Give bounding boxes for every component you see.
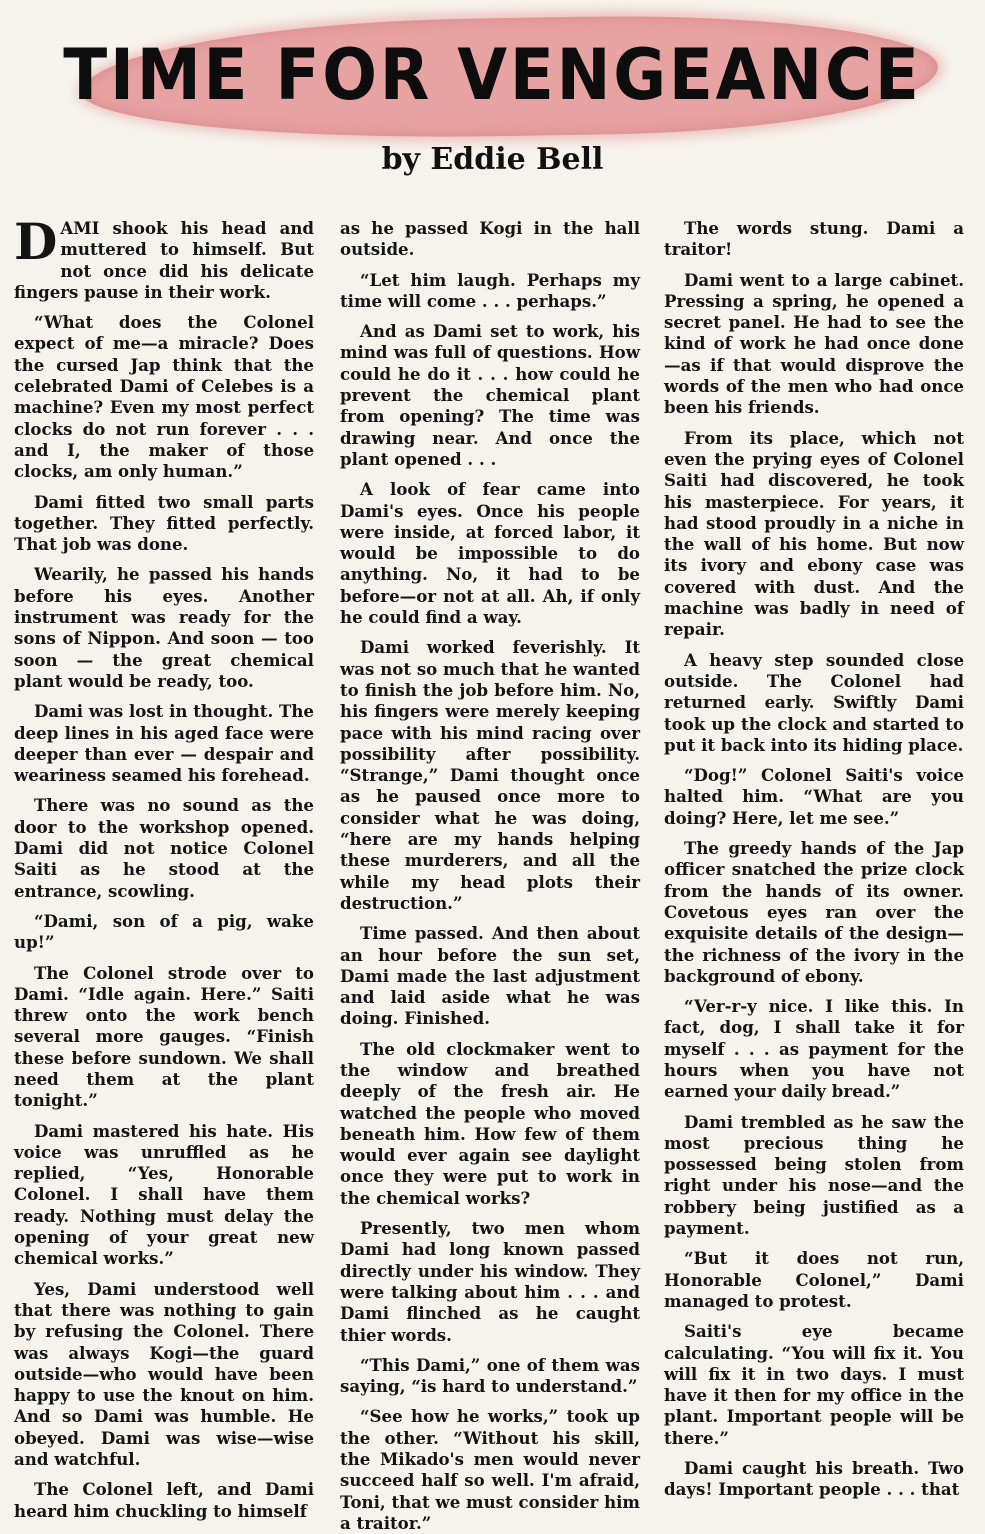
- paragraph: “But it does not run, Honorable Colonel,” Dami managed to protest.: [664, 1248, 964, 1311]
- paragraph: Dami went to a large cabinet. Pressing a spring, he opened a secret panel. He had to see the kind of work he had once done—as if that would disprove the words of the men who had once been his friends.: [664, 269, 964, 418]
- paragraph: The greedy hands of the Jap officer snatched the prize clock from the hands of its owner. Covetous eyes ran over the exquisite details of the design—the richness of the ivory in the background of ebony.: [664, 838, 964, 986]
- paragraph: The Colonel strode over to Dami. “Idle again. Here.” Saiti threw onto the work bench several more gauges. “Finish these before sundown. We shall need them at the plant tonight.”: [14, 962, 314, 1111]
- paragraph: “Dog!” Colonel Saiti's voice halted him. “What are you doing? Here, let me see.”: [664, 765, 964, 828]
- paragraph: Presently, two men whom Dami had long known passed directly under his window. They were talking about him . . . and Dami flinched as he caught thier words.: [340, 1218, 640, 1345]
- paragraph: Saiti's eye became calculating. “You will fix it. You will fix it in two days. I must have it then for my office in the plant. Important people will be there.”: [664, 1321, 964, 1448]
- article-header: [0, 0, 985, 205]
- paragraph: The old clockmaker went to the window and breathed deeply of the fresh air. He watched the people who moved beneath him. How few of them would ever again see daylight once they were put to work in the chemical works?: [340, 1038, 640, 1208]
- paragraph: The words stung. Dami a traitor!: [664, 218, 964, 260]
- paragraph: Dami fitted two small parts together. They fitted perfectly. That job was done.: [14, 491, 314, 555]
- paragraph: Dami trembled as he saw the most precious thing he possessed being stolen from right under his nose—and the robbery being justified as a payment.: [664, 1111, 964, 1239]
- paragraph: And as Dami set to work, his mind was full of questions. How could he do it . . . how could he prevent the chemical plant from opening? The time was drawing near. And once the plant opened . . .: [340, 321, 640, 469]
- paragraph: Dami mastered his hate. His voice was unruffled as he replied, “Yes, Honorable Colonel. I shall have them ready. Nothing must delay the opening of your great new chemical works.”: [14, 1120, 314, 1269]
- paragraph: “Ver-r-y nice. I like this. In fact, dog, I shall take it for myself . . . as payment for the hours when you have not earned your daily bread.”: [664, 996, 964, 1102]
- paragraph: Time passed. And then about an hour before the sun set, Dami made the last adjustment and laid aside what he was doing. Finished.: [340, 923, 640, 1029]
- text-column-2: [340, 218, 640, 1533]
- paragraph: Dami caught his breath. Two days! Important people . . . that: [664, 1458, 964, 1500]
- paragraph: Yes, Dami understood well that there was nothing to gain by refusing the Colonel. There was always Kogi—the guard outside—who would have been happy to use the knout on him. And so Dami was humble. He obeyed. Dami was wise—wise and watchful.: [14, 1278, 314, 1470]
- paragraph: From its place, which not even the prying eyes of Colonel Saiti had discovered, he took his masterpiece. For years, it had stood proudly in a niche in the wall of his home. But now its ivory and ebony case was covered with dust. And the machine was badly in need of repair.: [664, 427, 964, 640]
- paragraph: “See how he works,” took up the other. “Without his skill, the Mikado's men would never succeed half so well. I'm afraid, Toni, that we must consider him a traitor.”: [340, 1406, 640, 1533]
- article-title: TIME FOR VENGEANCE: [63, 34, 922, 116]
- paragraph: Wearily, he passed his hands before his eyes. Another instrument was ready for the sons of Nippon. And soon — too soon — the great chemical plant would be ready, too.: [14, 564, 314, 691]
- text-column-3: [664, 218, 964, 1500]
- paragraph: A look of fear came into Dami's eyes. Once his people were inside, at forced labor, it would be impossible to do anything. No, it had to be before—or not at all. Ah, if only he could find a way.: [340, 479, 640, 628]
- paragraph: Dami worked feverishly. It was not so much that he wanted to finish the job before him. No, his fingers were merely keeping pace with his mind racing over possibility after possibility. “Strange,” Dami thought once as he paused once more to consider what he was doing, “here are my hands helping these murderers, and all the while my head plots their destruction.”: [340, 637, 640, 913]
- text-column-1: [14, 212, 314, 1521]
- paragraph: A heavy step sounded close outside. The Colonel had returned early. Swiftly Dami took up the clock and started to put it back into its hiding place.: [664, 649, 964, 755]
- paragraph: “Dami, son of a pig, wake up!”: [14, 910, 314, 953]
- paragraph: “Let him laugh. Perhaps my time will come . . . perhaps.”: [340, 269, 640, 311]
- article-byline: by Eddie Bell: [381, 142, 604, 177]
- drop-cap: D: [14, 212, 58, 271]
- article-body: [0, 212, 985, 1533]
- paragraph: There was no sound as the door to the workshop opened. Dami did not notice Colonel Saiti as he stood at the entrance, scowling.: [14, 795, 314, 901]
- paragraph: “This Dami,” one of them was saying, “is hard to understand.”: [340, 1354, 640, 1397]
- paragraph: as he passed Kogi in the hall outside.: [340, 218, 640, 260]
- paragraph: The Colonel left, and Dami heard him chuckling to himself: [14, 1479, 314, 1521]
- paragraph: Dami was lost in thought. The deep lines in his aged face were deeper than ever — despair and weariness seamed his forehead.: [14, 701, 314, 786]
- paragraph: DAMI shook his head and muttered to himself. But not once did his delicate fingers pause in their work.: [14, 212, 314, 302]
- paragraph: “What does the Colonel expect of me—a miracle? Does the cursed Jap think that the celebrated Dami of Celebes is a machine? Even my most perfect clocks do not run forever . . . and I, the maker of those clocks, am only human.”: [14, 312, 314, 482]
